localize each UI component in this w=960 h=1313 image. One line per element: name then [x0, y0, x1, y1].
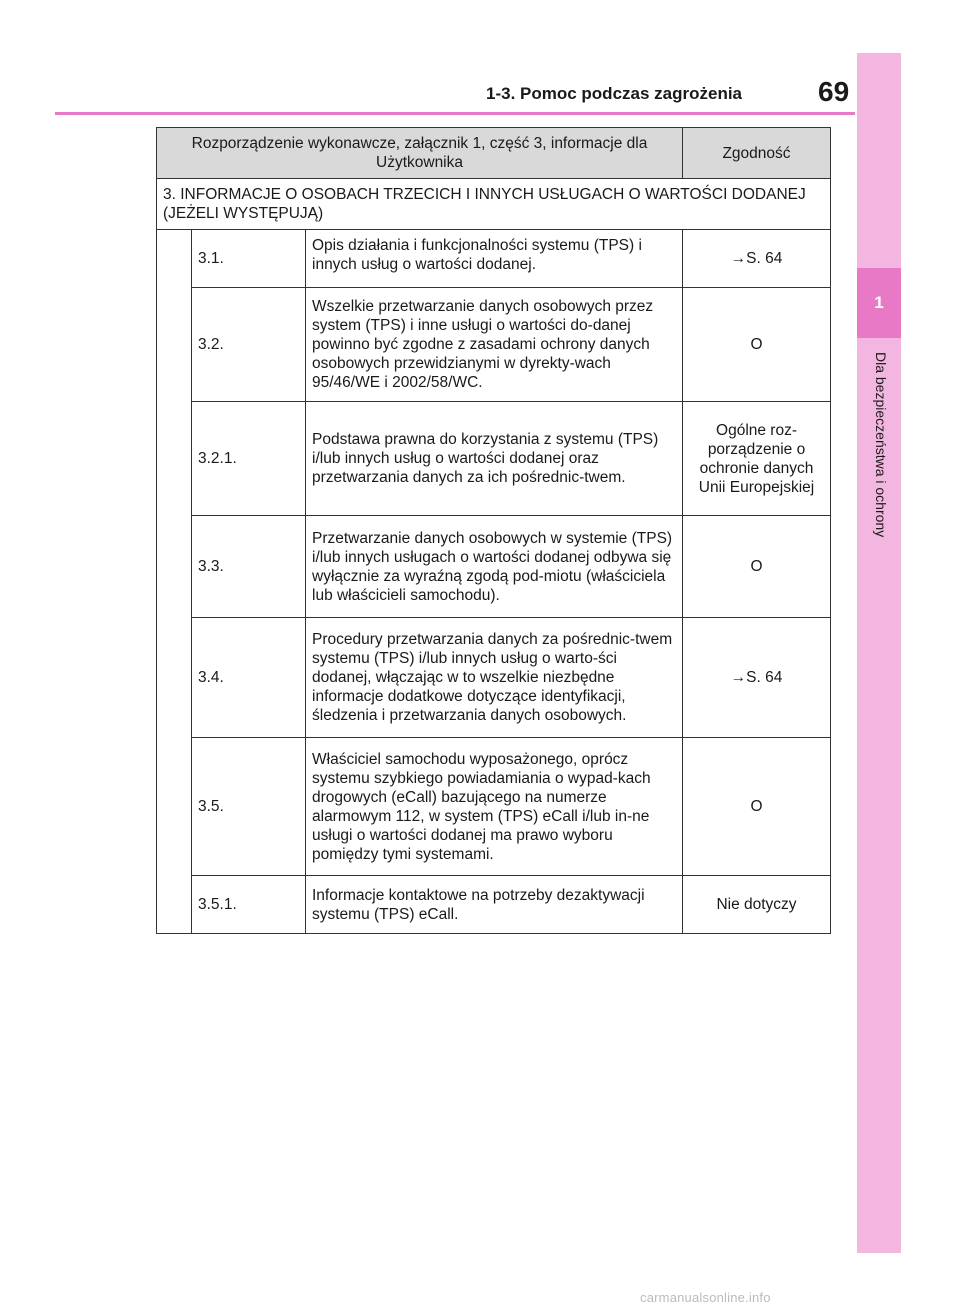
row-ref: O	[683, 516, 831, 618]
chapter-side-label: Dla bezpieczeństwa i ochrony	[873, 352, 889, 538]
row-ref: Ogólne roz-porządzenie o ochronie danych Unii Europejskiej	[683, 402, 831, 516]
table-header-row	[157, 128, 831, 179]
chapter-number-box: 1	[857, 268, 901, 338]
row-text: Opis działania i funkcjonalności systemu (TPS) i innych usług o wartości dodanej.	[306, 230, 683, 288]
side-thumb-tab	[857, 53, 901, 1253]
header-cell-requirements: Rozporządzenie wykonawcze, załącznik 1, część 3, informacje dla Użytkownika	[157, 128, 683, 179]
row-ref: →S. 64	[683, 618, 831, 738]
row-text: Wszelkie przetwarzanie danych osobowych przez system (TPS) i inne usługi o wartości do-danej powinno być zgodne z zasadami ochrony danych osobowych przewidzianymi w dyrekty-wach 95/46/WE i 2002/58/WC.	[306, 288, 683, 402]
table-row	[157, 516, 831, 618]
row-ref: →S. 64	[683, 230, 831, 288]
watermark: carmanualsonline.info	[640, 1290, 771, 1305]
table-row	[157, 738, 831, 876]
table-row	[157, 288, 831, 402]
indent-column	[157, 230, 192, 934]
row-number: 3.4.	[192, 618, 306, 738]
row-number: 3.3.	[192, 516, 306, 618]
header-cell-compliance: Zgodność	[683, 128, 831, 179]
row-text: Procedury przetwarzania danych za pośrednic-twem systemu (TPS) i/lub innych usług o warto-ści dodanej, włączając w to wszelkie niezbędne informacje dodatkowe dotyczące identyfikacji, śledzenia i przetwarzania danych osobowych.	[306, 618, 683, 738]
table-row	[157, 876, 831, 934]
row-number: 3.5.1.	[192, 876, 306, 934]
row-number: 3.2.	[192, 288, 306, 402]
table-row	[157, 402, 831, 516]
running-header-title: 1-3. Pomoc podczas zagrożenia	[486, 84, 743, 103]
compliance-table	[156, 127, 831, 934]
page-number: 69	[818, 76, 850, 107]
table-row	[157, 230, 831, 288]
row-ref: Nie dotyczy	[683, 876, 831, 934]
row-ref: O	[683, 288, 831, 402]
row-number: 3.1.	[192, 230, 306, 288]
header-rule	[55, 112, 855, 115]
row-text: Właściciel samochodu wyposażonego, oprócz systemu szybkiego powiadamiania o wypad-kach drogowych (eCall) bazującego na numerze alarmowym 112, w system (TPS) eCall i/lub in-ne usługi o wartości dodanej ma prawo wyboru pomiędzy tymi systemami.	[306, 738, 683, 876]
table-row	[157, 618, 831, 738]
row-number: 3.5.	[192, 738, 306, 876]
row-text: Przetwarzanie danych osobowych w systemie (TPS) i/lub innych usługach o wartości dodanej odbywa się wyłącznie za wyraźną zgodą pod-miotu (właściciela lub właścicieli samochodu).	[306, 516, 683, 618]
row-text: Informacje kontaktowe na potrzeby dezaktywacji systemu (TPS) eCall.	[306, 876, 683, 934]
section-title: 3. INFORMACJE O OSOBACH TRZECICH I INNYCH USŁUGACH O WARTOŚCI DODANEJ (JEŻELI WYSTĘPUJĄ)	[157, 179, 831, 230]
row-ref: O	[683, 738, 831, 876]
row-text: Podstawa prawna do korzystania z systemu (TPS) i/lub innych usług o wartości dodanej oraz przetwarzania danych za ich pośrednic-twem.	[306, 402, 683, 516]
row-number: 3.2.1.	[192, 402, 306, 516]
section-row	[157, 179, 831, 230]
